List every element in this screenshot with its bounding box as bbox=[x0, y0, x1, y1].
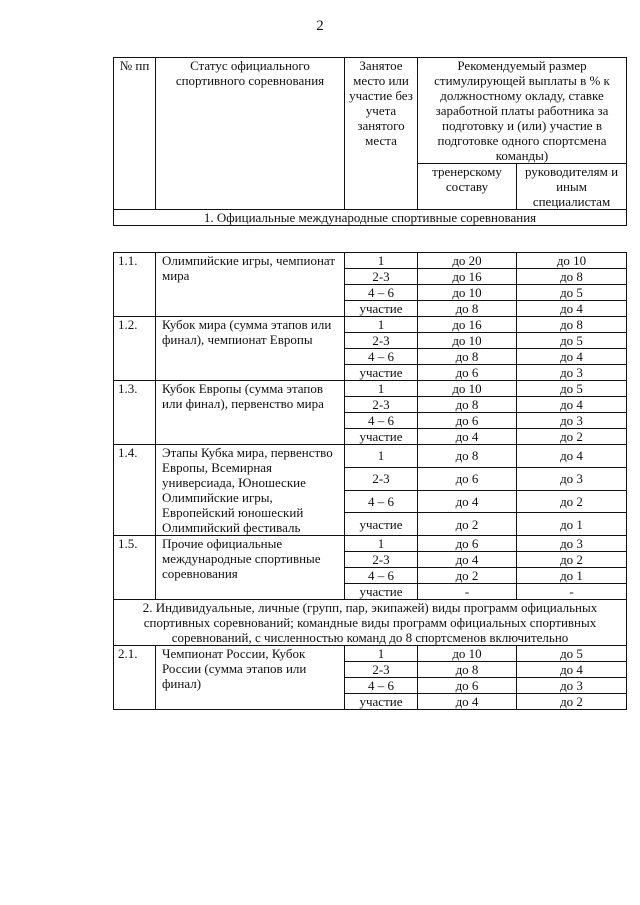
item-number: 1.1. bbox=[114, 253, 156, 317]
managers-value: до 2 bbox=[517, 694, 627, 710]
item-number: 1.2. bbox=[114, 317, 156, 381]
header-status: Статус официального спортивного соревнования bbox=[156, 58, 345, 210]
section-title: 2. Индивидуальные, личные (групп, пар, экипажей) виды программ официальных спортивных соревнований; командные виды программ официальных спортивных соревнований, с численностью команд до 8 спортсменов включительно bbox=[114, 600, 627, 646]
place-cell: 1 bbox=[345, 646, 418, 662]
coaches-value: до 4 bbox=[418, 429, 517, 445]
page-number: 2 bbox=[316, 18, 324, 34]
managers-value: - bbox=[517, 584, 627, 600]
coaches-value: до 8 bbox=[418, 349, 517, 365]
place-cell: участие bbox=[345, 584, 418, 600]
coaches-value: до 2 bbox=[418, 568, 517, 584]
place-cell: 4 – 6 bbox=[345, 285, 418, 301]
coaches-value: до 8 bbox=[418, 397, 517, 413]
competition-status: Кубок Европы (сумма этапов или финал), первенство мира bbox=[156, 381, 345, 445]
coaches-value: до 20 bbox=[418, 253, 517, 269]
item-number: 1.5. bbox=[114, 536, 156, 600]
place-cell: участие bbox=[345, 365, 418, 381]
coaches-value: до 16 bbox=[418, 317, 517, 333]
item-number: 2.1. bbox=[114, 646, 156, 710]
competition-status: Чемпионат России, Кубок России (сумма этапов или финал) bbox=[156, 646, 345, 710]
coaches-value: до 16 bbox=[418, 269, 517, 285]
managers-value: до 1 bbox=[517, 568, 627, 584]
managers-value: до 5 bbox=[517, 381, 627, 397]
table-row bbox=[114, 445, 627, 468]
managers-value: до 3 bbox=[517, 413, 627, 429]
coaches-value: до 6 bbox=[418, 365, 517, 381]
place-cell: 1 bbox=[345, 445, 418, 468]
managers-value: до 5 bbox=[517, 285, 627, 301]
section-row bbox=[114, 210, 627, 226]
managers-value: до 4 bbox=[517, 349, 627, 365]
managers-value: до 1 bbox=[517, 513, 627, 536]
place-cell: участие bbox=[345, 513, 418, 536]
coaches-value: до 10 bbox=[418, 285, 517, 301]
managers-value: до 4 bbox=[517, 397, 627, 413]
section-row bbox=[114, 600, 627, 646]
coaches-value: до 4 bbox=[418, 490, 517, 513]
managers-value: до 3 bbox=[517, 365, 627, 381]
managers-value: до 10 bbox=[517, 253, 627, 269]
place-cell: 4 – 6 bbox=[345, 568, 418, 584]
coaches-value: до 6 bbox=[418, 678, 517, 694]
header-recommended: Рекомендуемый размер стимулирующей выплаты в % к должностному окладу, ставке заработной платы работника за подготовку и (или) участие в подготовке одного спортсмена команды) bbox=[418, 58, 627, 164]
competition-status: Этапы Кубка мира, первенство Европы, Всемирная универсиада, Юношеские Олимпийские игры, Европейский юношеский Олимпийский фестиваль bbox=[156, 445, 345, 536]
coaches-value: до 8 bbox=[418, 662, 517, 678]
managers-value: до 4 bbox=[517, 301, 627, 317]
spacer-cell bbox=[114, 226, 627, 253]
coaches-value: до 6 bbox=[418, 467, 517, 490]
place-cell: 2-3 bbox=[345, 397, 418, 413]
coaches-value: до 10 bbox=[418, 333, 517, 349]
place-cell: участие bbox=[345, 429, 418, 445]
table-row bbox=[114, 646, 627, 662]
coaches-value: до 8 bbox=[418, 445, 517, 468]
place-cell: 4 – 6 bbox=[345, 490, 418, 513]
competition-status: Прочие официальные международные спортивные соревнования bbox=[156, 536, 345, 600]
place-cell: 2-3 bbox=[345, 662, 418, 678]
place-cell: 2-3 bbox=[345, 552, 418, 568]
place-cell: 4 – 6 bbox=[345, 349, 418, 365]
managers-value: до 2 bbox=[517, 552, 627, 568]
place-cell: участие bbox=[345, 301, 418, 317]
coaches-value: до 10 bbox=[418, 646, 517, 662]
coaches-value: до 6 bbox=[418, 413, 517, 429]
section-title: 1. Официальные международные спортивные соревнования bbox=[114, 210, 627, 226]
item-number: 1.3. bbox=[114, 381, 156, 445]
managers-value: до 5 bbox=[517, 333, 627, 349]
header-row bbox=[114, 58, 627, 164]
place-cell: 4 – 6 bbox=[345, 678, 418, 694]
coaches-value: до 2 bbox=[418, 513, 517, 536]
table-row bbox=[114, 381, 627, 397]
place-cell: 1 bbox=[345, 253, 418, 269]
place-cell: 2-3 bbox=[345, 333, 418, 349]
place-cell: 1 bbox=[345, 536, 418, 552]
place-cell: 2-3 bbox=[345, 467, 418, 490]
managers-value: до 5 bbox=[517, 646, 627, 662]
place-cell: участие bbox=[345, 694, 418, 710]
competition-status: Олимпийские игры, чемпионат мира bbox=[156, 253, 345, 317]
header-managers: руководителям и иным специалистам bbox=[517, 164, 627, 210]
coaches-value: до 4 bbox=[418, 694, 517, 710]
header-num: № пп bbox=[114, 58, 156, 210]
competition-status: Кубок мира (сумма этапов или финал), чемпионат Европы bbox=[156, 317, 345, 381]
coaches-value: до 6 bbox=[418, 536, 517, 552]
spacer-row bbox=[114, 226, 627, 253]
item-number: 1.4. bbox=[114, 445, 156, 536]
managers-value: до 8 bbox=[517, 317, 627, 333]
payments-table bbox=[113, 57, 627, 710]
managers-value: до 2 bbox=[517, 490, 627, 513]
table-row bbox=[114, 536, 627, 552]
table-row bbox=[114, 317, 627, 333]
managers-value: до 8 bbox=[517, 269, 627, 285]
place-cell: 1 bbox=[345, 381, 418, 397]
managers-value: до 3 bbox=[517, 536, 627, 552]
table-row bbox=[114, 253, 627, 269]
managers-value: до 4 bbox=[517, 662, 627, 678]
managers-value: до 3 bbox=[517, 467, 627, 490]
header-coaches: тренерскому составу bbox=[418, 164, 517, 210]
managers-value: до 4 bbox=[517, 445, 627, 468]
coaches-value: до 8 bbox=[418, 301, 517, 317]
managers-value: до 2 bbox=[517, 429, 627, 445]
coaches-value: до 10 bbox=[418, 381, 517, 397]
coaches-value: - bbox=[418, 584, 517, 600]
place-cell: 2-3 bbox=[345, 269, 418, 285]
header-place: Занятое место или участие без учета занятого места bbox=[345, 58, 418, 210]
place-cell: 1 bbox=[345, 317, 418, 333]
coaches-value: до 4 bbox=[418, 552, 517, 568]
managers-value: до 3 bbox=[517, 678, 627, 694]
place-cell: 4 – 6 bbox=[345, 413, 418, 429]
